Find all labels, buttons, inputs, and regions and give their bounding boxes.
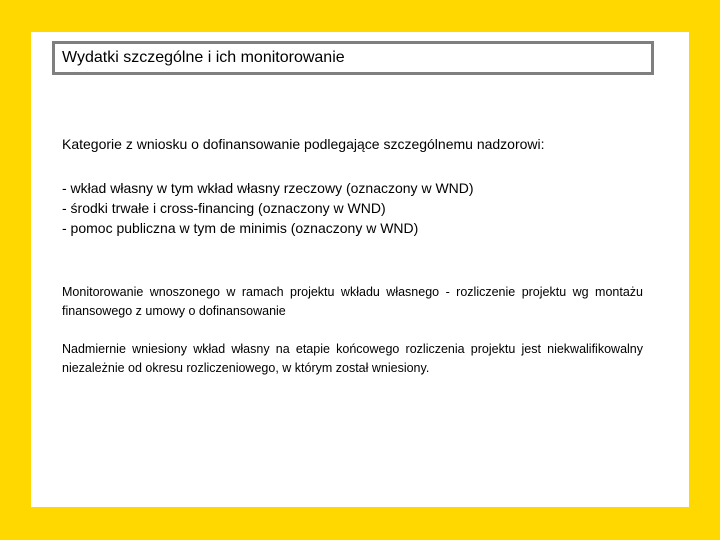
paragraph-monitoring: Monitorowanie wnoszonego w ramach projektu wkładu własnego - rozliczenie projektu wg montażu finansowego z umowy o dofinansowanie [62,285,643,318]
list-item: - wkład własny w tym wkład własny rzeczowy (oznaczony w WND) [62,180,474,196]
paragraph-excess-contribution: Nadmiernie wniesiony wkład własny na etapie końcowego rozliczenia projektu jest niekwalifikowalny niezależnie od okresu rozliczeniowego, w którym został wniesiony. [62,342,643,375]
slide-panel [31,32,689,507]
list-item: - pomoc publiczna w tym de minimis (oznaczony w WND) [62,220,419,236]
category-list [62,178,474,238]
intro-text: Kategorie z wniosku o dofinansowanie podlegające szczególnemu nadzorowi: [62,136,545,152]
list-item: - środki trwałe i cross-financing (oznaczony w WND) [62,200,386,216]
page-title: Wydatki szczególne i ich monitorowanie [62,49,345,66]
title-box [52,41,654,75]
